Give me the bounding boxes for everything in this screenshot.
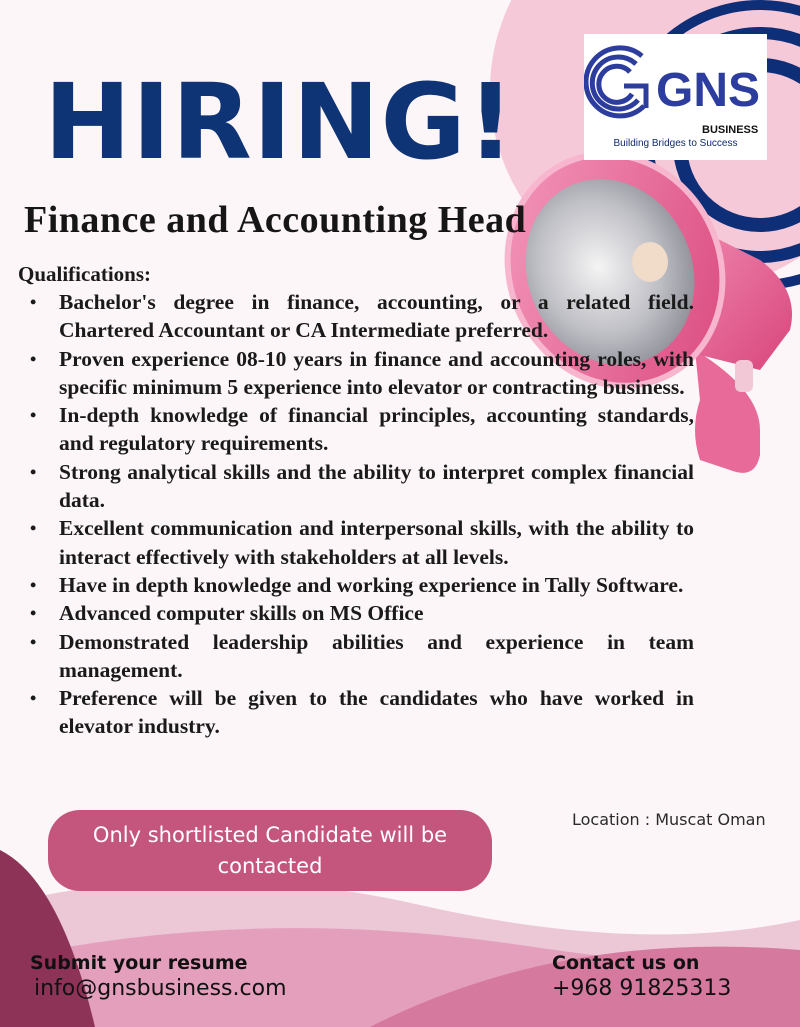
logo-tagline: Building Bridges to Success (613, 138, 738, 149)
list-item: • Excellent communication and interpersonal skills, with the ability to interact effectively with stakeholders at all levels. (22, 514, 694, 571)
list-item: • Bachelor's degree in finance, accounting, or a related field. Chartered Accountant or CA Intermediate preferred. (22, 288, 694, 345)
list-item: • Demonstrated leadership abilities and experience in team management. (22, 628, 694, 685)
contact-email-link[interactable]: info@gnsbusiness.com (34, 976, 287, 1001)
shortlist-notice (48, 810, 492, 891)
gns-logo-icon (584, 34, 767, 134)
logo-subtitle: BUSINESS (702, 124, 759, 136)
logo-mark: GNS (656, 64, 761, 117)
list-item: • Preference will be given to the candidates who have worked in elevator industry. (22, 684, 694, 741)
qualifications-list (22, 288, 694, 741)
job-location: Location : Muscat Oman (572, 810, 766, 829)
list-item: • Proven experience 08-10 years in finance and accounting roles, with specific minimum 5 experience into elevator or contracting business. (22, 345, 694, 402)
list-item: • In-depth knowledge of financial principles, accounting standards, and regulatory requirements. (22, 401, 694, 458)
company-logo (584, 34, 767, 160)
submit-resume-label: Submit your resume (30, 952, 248, 974)
list-item: • Have in depth knowledge and working experience in Tally Software. (22, 571, 694, 599)
contact-label: Contact us on (552, 952, 700, 974)
contact-phone-link[interactable]: +968 91825313 (552, 976, 732, 1001)
list-item: • Advanced computer skills on MS Office (22, 599, 694, 627)
hiring-headline: HIRING! (44, 61, 516, 183)
job-title: Finance and Accounting Head (24, 199, 527, 241)
shortlist-notice-text: Only shortlisted Candidate will be contacted (92, 822, 448, 878)
list-item: • Strong analytical skills and the ability to interpret complex financial data. (22, 458, 694, 515)
qualifications-heading: Qualifications: (18, 262, 152, 286)
